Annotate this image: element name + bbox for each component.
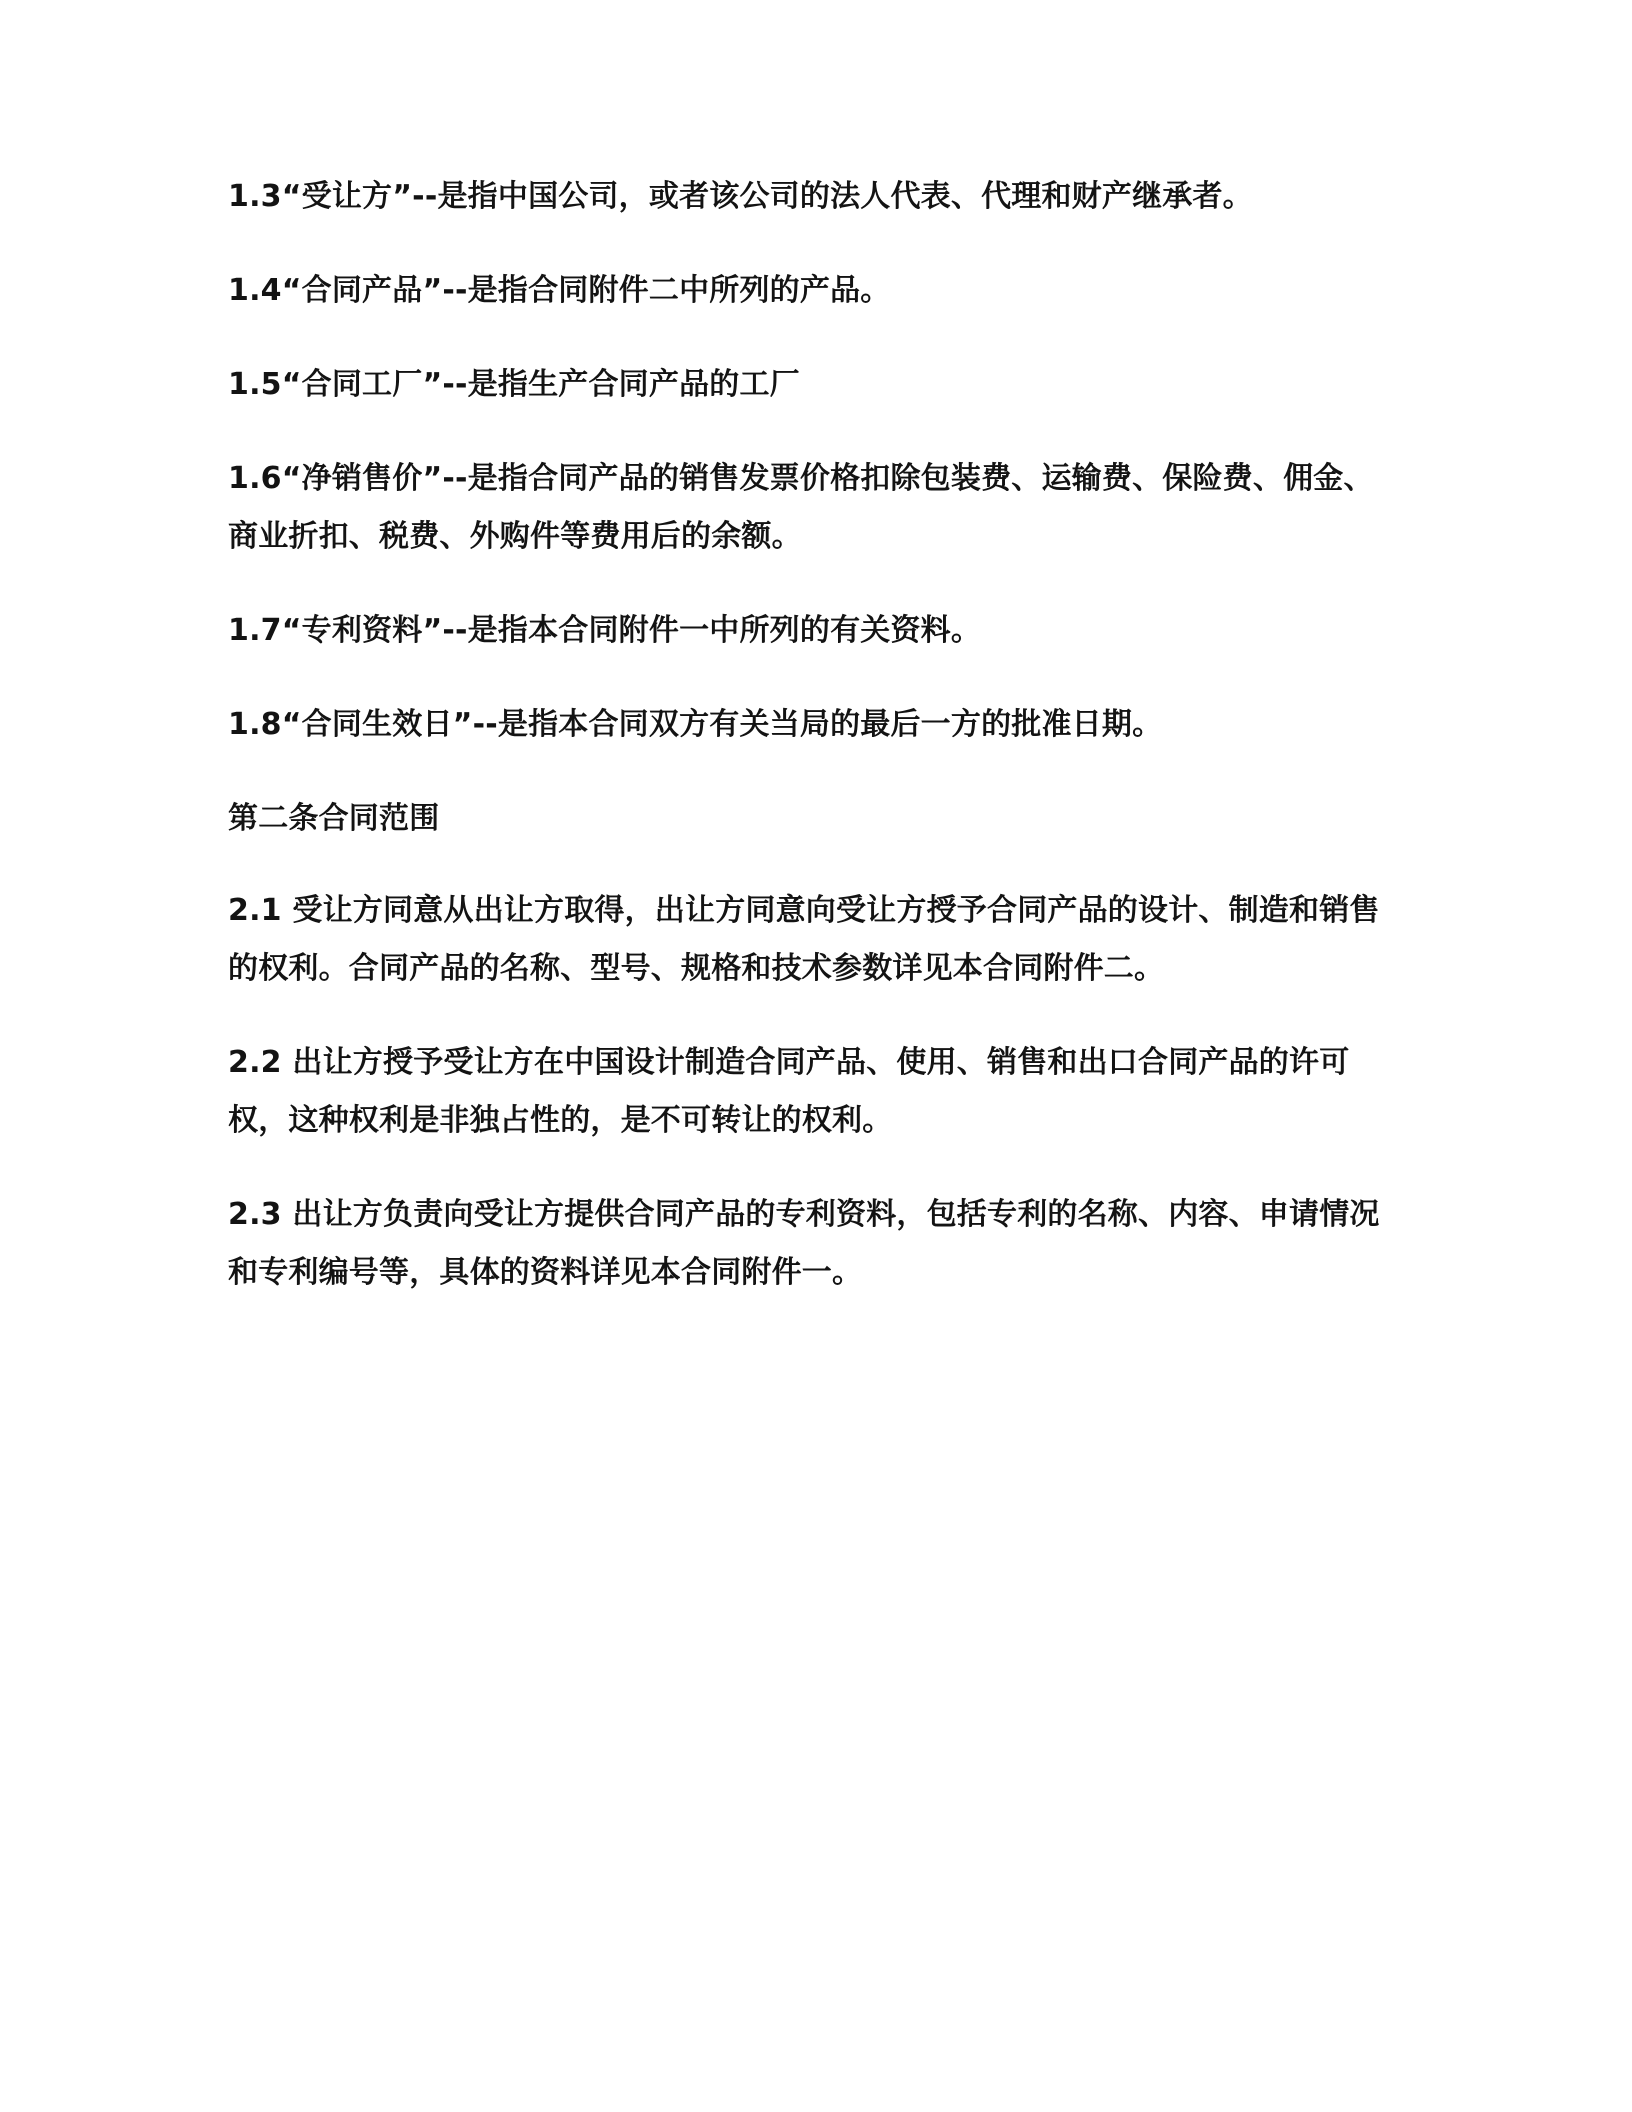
clause-1-6: 1.6“净销售价”--是指合同产品的销售发票价格扣除包装费、运输费、保险费、佣金、商业折扣、税费、外购件等费用后的余额。	[228, 461, 1374, 554]
clause-1-7: 1.7“专利资料”--是指本合同附件一中所列的有关资料。	[228, 613, 982, 648]
clause-1-4: 1.4“合同产品”--是指合同附件二中所列的产品。	[228, 273, 891, 308]
clause-1-5: 1.5“合同工厂”--是指生产合同产品的工厂	[228, 367, 800, 402]
document-body	[228, 168, 1388, 1302]
clause-1-8: 1.8“合同生效日”--是指本合同双方有关当局的最后一方的批准日期。	[228, 707, 1163, 742]
clause-2-1: 2.1 受让方同意从出让方取得，出让方同意向受让方授予合同产品的设计、制造和销售的权利。合同产品的名称、型号、规格和技术参数详见本合同附件二。	[228, 893, 1380, 986]
clause-2-2: 2.2 出让方授予受让方在中国设计制造合同产品、使用、销售和出口合同产品的许可权，这种权利是非独占性的，是不可转让的权利。	[228, 1045, 1350, 1138]
clause-1-3: 1.3“受让方”--是指中国公司，或者该公司的法人代表、代理和财产继承者。	[228, 179, 1253, 214]
clause-2-3: 2.3 出让方负责向受让方提供合同产品的专利资料，包括专利的名称、内容、申请情况和专利编号等，具体的资料详见本合同附件一。	[228, 1197, 1380, 1290]
section-heading-contract-scope: 第二条合同范围	[228, 801, 440, 836]
